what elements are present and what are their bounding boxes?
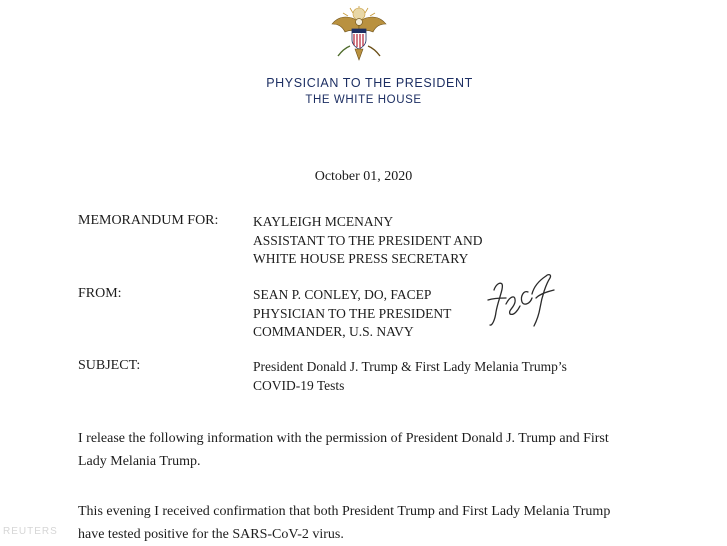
subject-label: SUBJECT: bbox=[78, 358, 141, 373]
presidential-eagle-seal-icon bbox=[328, 2, 390, 64]
from-sender bbox=[253, 286, 451, 342]
sender-line: PHYSICIAN TO THE PRESIDENT bbox=[253, 305, 452, 321]
handwritten-signature-icon bbox=[484, 270, 562, 330]
memorandum-for-recipient bbox=[253, 213, 482, 269]
office-title: PHYSICIAN TO THE PRESIDENT bbox=[266, 76, 473, 90]
paragraph-line: Lady Melania Trump. bbox=[78, 454, 201, 469]
recipient-line: KAYLEIGH MCENANY bbox=[253, 214, 394, 229]
paragraph-line: have tested positive for the SARS-CoV-2 virus. bbox=[78, 527, 344, 542]
subject-line: President Donald J. Trump & First Lady Melania Trump’s bbox=[253, 359, 567, 374]
subject-text bbox=[253, 358, 567, 395]
memo-date: October 01, 2020 bbox=[314, 169, 413, 184]
from-label: FROM: bbox=[78, 286, 122, 301]
reuters-watermark: REUTERS bbox=[3, 526, 58, 537]
paragraph-line: This evening I received confirmation that both President Trump and First Lady Melania Trump bbox=[78, 504, 611, 519]
subject-line: COVID-19 Tests bbox=[253, 377, 345, 393]
paragraph-line: I release the following information with the permission of President Donald J. Trump and First bbox=[78, 431, 609, 446]
sender-line: SEAN P. CONLEY, DO, FACEP bbox=[253, 287, 432, 302]
sender-line: COMMANDER, U.S. NAVY bbox=[253, 324, 414, 339]
recipient-line: ASSISTANT TO THE PRESIDENT AND bbox=[253, 232, 483, 248]
memorandum-for-label: MEMORANDUM FOR: bbox=[78, 213, 219, 228]
body-paragraph bbox=[78, 500, 658, 546]
office-subtitle: THE WHITE HOUSE bbox=[305, 94, 422, 106]
recipient-line: WHITE HOUSE PRESS SECRETARY bbox=[253, 251, 469, 266]
body-paragraph bbox=[78, 427, 658, 473]
